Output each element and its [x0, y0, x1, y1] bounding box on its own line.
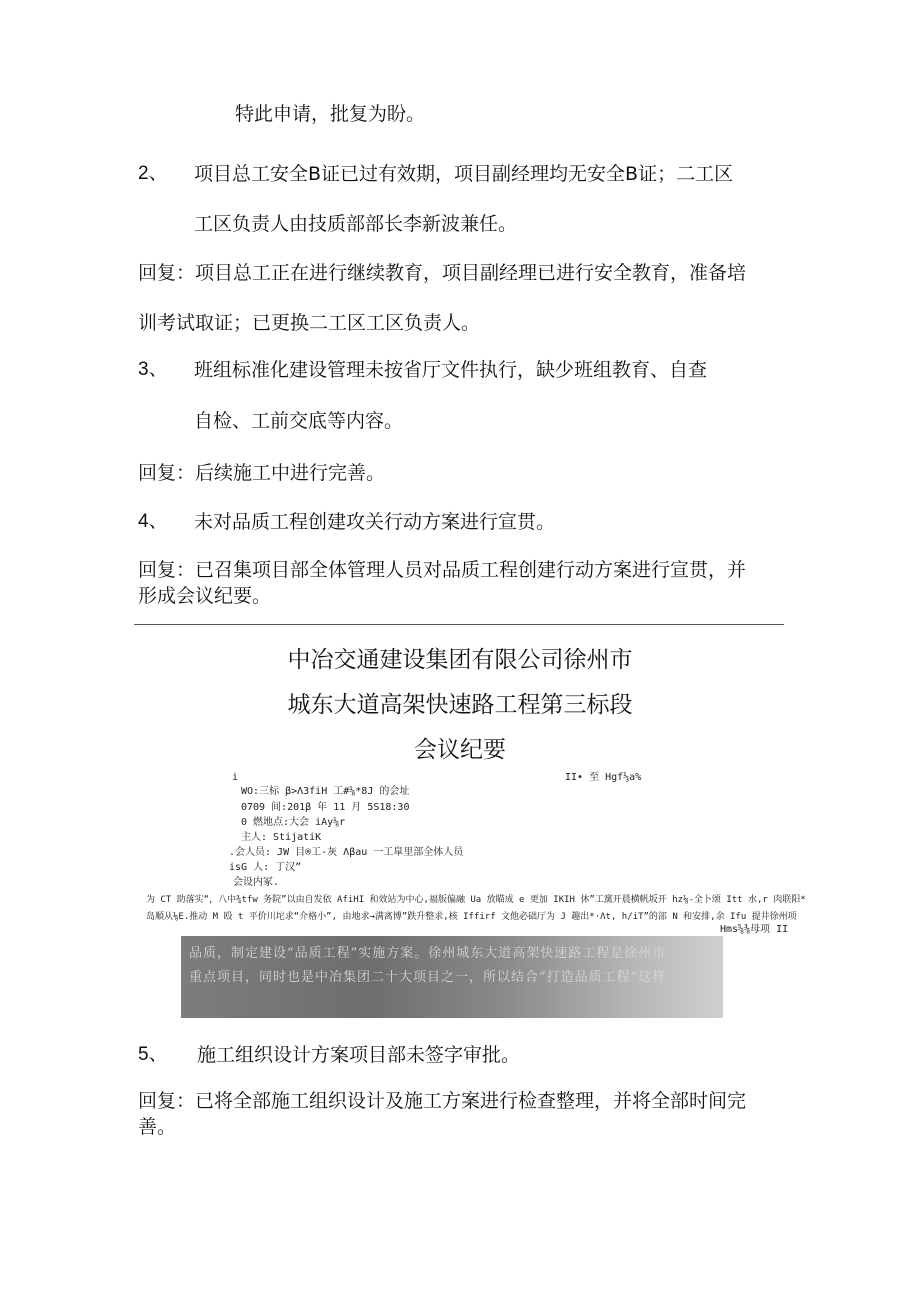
minutes-meta-line: 会设内冢. — [233, 877, 280, 888]
item-number: 3、 — [138, 359, 168, 380]
item-text: 自检、工前交底等内容。 — [194, 410, 404, 432]
closing-line: 特此申请，批复为盼。 — [235, 103, 426, 125]
minutes-meta-line: .会人员: JW 目®工-灰 Λβau 一工皐里部全体人员 — [229, 847, 464, 858]
minutes-meta-line: 0709 间:201β 年 11 月 5S18:30 — [241, 802, 410, 813]
minutes-meta-line: 0 燃地点:大会 iAy⅛r — [241, 817, 346, 828]
scanned-photo — [181, 936, 723, 1018]
minutes-meta-line: isG 人: 丁汉” — [229, 862, 302, 873]
reply-text: 善。 — [138, 1116, 177, 1138]
minutes-title: 中冶交通建设集团有限公司徐州市 — [287, 647, 633, 673]
reply-text: 回复：后续施工中进行完善。 — [138, 462, 386, 484]
photo-text: 重点项目，同时也是中冶集团二十大项目之一，所以结合“打造品质工程”这样 — [189, 970, 667, 985]
item-text: 施工组织设计方案项目部未签字审批。 — [197, 1044, 521, 1066]
reply-text: 回复：已将全部施工组织设计及施工方案进行检查整理，并将全部时间完 — [138, 1090, 747, 1112]
scan-mark: i — [232, 772, 239, 783]
reply-text: 回复：已召集项目部全体管理人员对品质工程创建行动方案进行宣贯，并 — [138, 559, 747, 581]
minutes-body-line: 为 CT 助落实“，八中¾tfw 务院”以由自发依 AfiHI 和效站为中心,福版偏融 Ua 放瞄成 e 更加 IKIH 休”工黨开晨横帆坂开 hz⅛-全卜颂 Itt 水,r 肉联阳* — [146, 895, 806, 905]
reply-text: 训考试取证；已更换二工区工区负责人。 — [138, 312, 481, 334]
item-number: 5、 — [138, 1044, 168, 1065]
item-text: 项目总工安全B证已过有效期，项目副经理均无安全B证；二工区 — [194, 163, 734, 185]
item-text: 班组标准化建设管理未按省厅文件执行，缺少班组教育、自查 — [194, 359, 708, 381]
divider — [134, 624, 784, 625]
item-number: 4、 — [138, 511, 168, 532]
minutes-title: 会议纪要 — [414, 737, 506, 763]
item-text: 未对品质工程创建攻关行动方案进行宣贯。 — [194, 511, 556, 533]
minutes-body-line: Hms⅝⅜母项 II — [720, 924, 789, 935]
item-text: 工区负责人由技质部部长李新波兼任。 — [194, 213, 518, 235]
scan-mark: II• 至 Hgf⅓a% — [565, 772, 642, 783]
minutes-meta-line: 主人: StijatiK — [241, 832, 322, 843]
minutes-meta-line: WO:三标 β>Λ3fiH 工#⅛*8J 的会址 — [241, 786, 410, 797]
reply-text: 回复：项目总工正在进行继续教育，项目副经理已进行安全教育，准备培 — [138, 262, 747, 284]
item-number: 2、 — [138, 163, 168, 184]
photo-text: 品质，制定建设“品质工程”实施方案。徐州城东大道高架快速路工程是徐州市 — [189, 946, 667, 961]
reply-text: 形成会议纪要。 — [138, 585, 272, 607]
minutes-title: 城东大道高架快速路工程第三标段 — [287, 692, 633, 718]
minutes-body-line: 岛順从⅛E.推动 M 殴 t 平价川坨求“介格小”, 由地求→满离博”跌升整求,核 Iffirf 文他必础厅为 J 趣出*·Λt, h/iT”的部 N 和安排,余 Ifu 提井徐州项 — [146, 912, 797, 922]
